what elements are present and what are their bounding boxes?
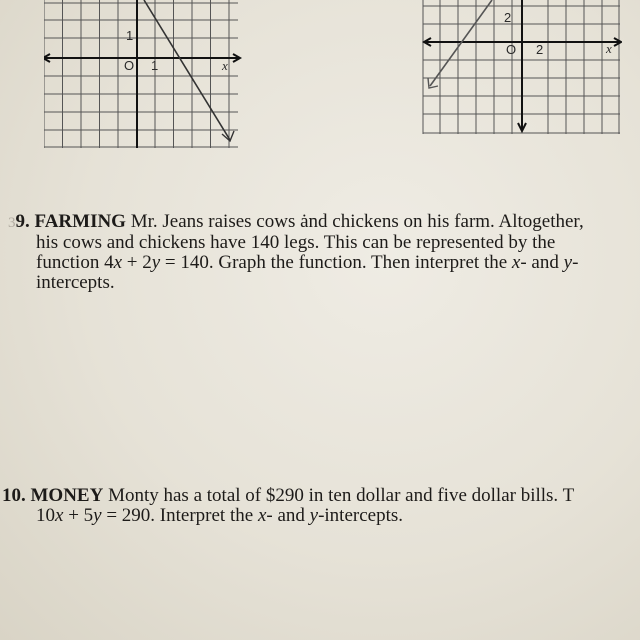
- x-axis-label: x: [222, 58, 228, 73]
- problem-number: 9.: [15, 211, 30, 232]
- problem-9-line-3: function 4x + 2y = 140. Graph the function. Then interpret the x- and y-: [36, 252, 579, 273]
- coordinate-grid-left: [44, 0, 244, 150]
- problem-text: Mr. Jeans raises cows ȧnd chickens on his farm. Altogether,: [125, 211, 584, 232]
- problem-9: [8, 212, 636, 293]
- origin-label: O: [506, 42, 517, 57]
- problem-9-line-1: [8, 212, 636, 233]
- x-tick-label: 2: [536, 42, 544, 57]
- graph-left: [44, 0, 244, 150]
- y-tick-label: 2: [504, 10, 512, 25]
- problem-topic: FARMING: [34, 211, 126, 232]
- origin-label: O: [124, 58, 135, 73]
- graph-right: [422, 0, 622, 140]
- x-tick-label: 1: [151, 58, 159, 73]
- y-tick-label: 1: [126, 28, 134, 43]
- problem-number: 10.: [2, 485, 26, 506]
- problem-9-line-4: intercepts.: [36, 272, 115, 293]
- problem-9-line-2: his cows and chickens have 140 legs. This can be represented by the: [36, 232, 556, 253]
- problem-text: Monty has a total of $290 in ten dollar and five dollar bills. T: [103, 485, 575, 506]
- problem-10: [2, 486, 640, 526]
- side-mark: 3: [8, 215, 16, 231]
- problem-topic: MONEY: [30, 485, 104, 506]
- x-axis-label: x: [606, 41, 612, 56]
- problem-10-line-2: 10x + 5y = 290. Interpret the x- and y-intercepts.: [36, 505, 404, 526]
- coordinate-grid-right: [422, 0, 622, 140]
- problem-10-line-1: [2, 486, 640, 506]
